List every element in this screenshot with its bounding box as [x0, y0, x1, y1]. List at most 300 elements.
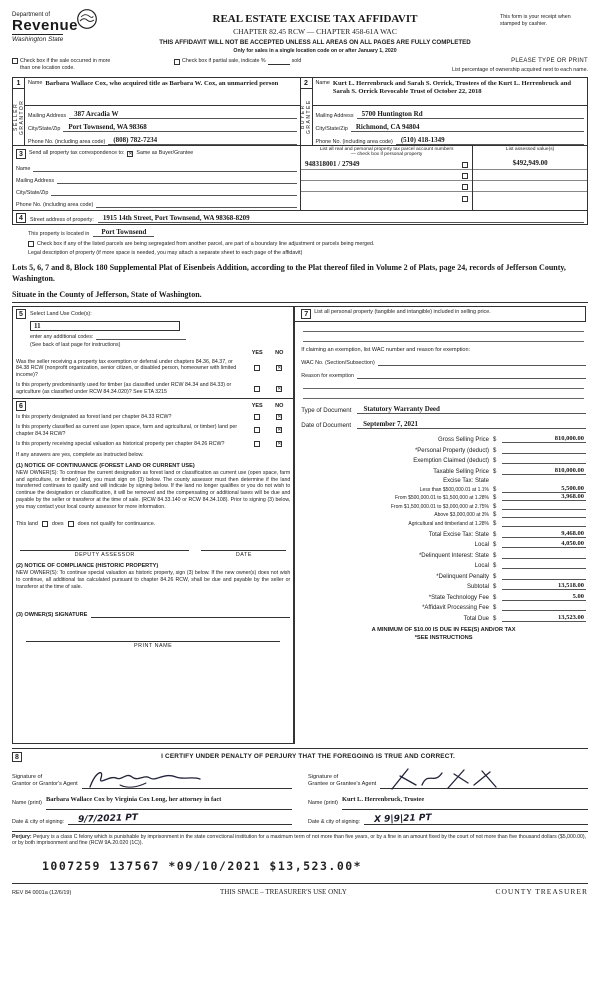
money-row-agricultural [301, 518, 586, 527]
money-value-field[interactable] [502, 551, 586, 559]
personal-property-header [295, 306, 586, 322]
notice-continuance-body: NEW OWNER(S): To continue the current designation as forest land or classification as current use (open space, farm and agriculture, or timber) land, you must sign on (3) below. The county assessor must then determine if the land transferred continues to qualify and will indicate by signing below. If the land no longer qualifies or you do not wish to continue the designation or classification, it will be removed and the compensating or additional taxes will be due and payable by the seller or transferor at the time of sale. (RCW 84.33.140 or RCW 84.34.108). Prior to signing (3) below, you may contact your local county assessor for more information. [16, 469, 291, 511]
personal-property-line-1[interactable] [303, 322, 584, 332]
money-label: *Delinquent Interest: State [418, 552, 489, 559]
money-label: From $500,000.01 to $1,500,000 at 1.28% [395, 495, 489, 502]
partial-sale-check [170, 58, 408, 65]
section-6-number: 6 [16, 401, 26, 411]
reason-row [301, 366, 586, 379]
money-row-exemption [301, 454, 586, 465]
buyer-section [300, 78, 588, 145]
grantee-signature-line[interactable] [380, 767, 588, 789]
grantee-print-name-field[interactable]: Kurt L. Herrenbruck, Trustee [342, 796, 588, 810]
legal-description-label: Legal description of property (if more space is needed, you may attach a separate sheet to each page of the affidavit) [28, 250, 303, 257]
money-row-delinquent-interest-state [301, 548, 586, 559]
form-header [12, 10, 588, 54]
dollar-sign: $ [493, 458, 497, 465]
perjury-statement [12, 831, 588, 848]
parcel-row-4 [301, 192, 472, 203]
correspondence-phone-row [16, 196, 297, 208]
notice-compliance-title: (2) NOTICE OF COMPLIANCE (HISTORIC PROPERTY) [16, 562, 159, 569]
s6-header [16, 401, 290, 411]
wac-label: WAC No. (Section/Subsection) [301, 359, 375, 366]
land-use-header [16, 309, 290, 319]
logo-dept-text: Department of [12, 12, 51, 18]
grantor-print-name-field[interactable]: Barbara Wallace Cox by Virginia Cox Long, her attorney in fact [46, 796, 292, 810]
seller-name-cell [25, 78, 300, 106]
does-not-label: does not qualify for continuance. [77, 520, 156, 527]
additional-codes-field[interactable] [96, 334, 186, 340]
money-label: Subtotal [466, 584, 489, 591]
doc-date-field[interactable]: September 7, 2021 [357, 420, 586, 429]
seller-city-field[interactable]: Port Townsend, WA 98368 [63, 123, 296, 132]
money-label: *Delinquent Penalty [436, 573, 489, 580]
grantor-name-block [12, 796, 292, 825]
print-name-date-row [12, 796, 588, 825]
personal-property-line-2[interactable] [303, 332, 584, 342]
s6-q3-no-checkbox[interactable]: ✕ [277, 440, 282, 447]
form-title: REAL ESTATE EXCISE TAX AFFIDAVIT [212, 13, 418, 25]
s6-q3-text: Is this property receiving special valuation as historical property per chapter 84.26 RCW? [16, 440, 225, 447]
signature-row [12, 767, 588, 789]
s6-q1-no-checkbox[interactable]: ✕ [277, 413, 282, 420]
assessed-column [472, 146, 587, 210]
grantor-date-field[interactable] [68, 814, 292, 825]
same-as-buyer-label: Same as Buyer/Grantee [136, 150, 194, 157]
left-column [12, 306, 294, 744]
s6-q1-text: Is this property designated as forest land per chapter 84.33 RCW? [16, 414, 172, 421]
buyer-mailing-label: Mailing Address [315, 112, 354, 119]
correspondence-city-row [16, 184, 297, 196]
s6-yes-header: YES [251, 402, 263, 409]
title-block [130, 10, 500, 54]
money-row-taxable [301, 464, 586, 475]
segregated-row [12, 241, 588, 248]
dollar-sign: $ [493, 605, 497, 612]
single-location-note: Only for sales in a single location code on or after January 1, 2020 [233, 48, 397, 54]
money-row-processing-fee [301, 601, 586, 612]
section-7-number: 7 [301, 309, 311, 319]
reason-line-2[interactable] [303, 389, 584, 399]
buyer-city-label: City/State/Zip [315, 125, 348, 132]
dollar-sign: $ [493, 447, 497, 454]
logo-state-text: Washington State [12, 35, 64, 43]
s6-yes-no-header [246, 403, 290, 409]
s5-q1-text: Was the seller receiving a property tax exemption or deferral under chapters 84.36, 84.37, or 84.38 RCW (nonprofit organization, senior citizen, or disabled person, homeowner with limited income)? [16, 358, 237, 379]
does-label: does [51, 520, 64, 527]
seller-phone-field[interactable]: (808) 782-7234 [108, 136, 296, 145]
section-5-number: 5 [16, 309, 26, 319]
ownership-note: List percentage of ownership acquired next to each name. [451, 67, 588, 73]
s5-question-1 [16, 359, 290, 380]
dollar-sign: $ [493, 573, 497, 580]
dollar-sign: $ [493, 531, 497, 538]
dollar-sign: $ [493, 521, 497, 528]
partial-sale-percent-field[interactable] [268, 59, 290, 65]
street-address-section [12, 211, 588, 225]
dollar-sign: $ [493, 594, 497, 601]
signature-of-label: Signature of [308, 774, 339, 781]
buyer-name-value[interactable]: Kurt L. Herrenbruck and Sarah S. Orrick, Trustees of the Kurt L. Herrenbruck and Sarah S. Orrick Revocable Trust of October 22, 2018 [332, 79, 572, 96]
buyer-name-label: Name [315, 79, 330, 86]
section-3-number: 3 [16, 149, 26, 159]
this-land-label: This land [16, 520, 38, 527]
excise-money-table [301, 433, 586, 622]
dollar-sign: $ [493, 542, 497, 549]
date-city-label: Date & city of signing: [308, 818, 361, 825]
send-correspondence-label: Send all property tax correspondence to: [29, 150, 125, 157]
buyer-phone-row [313, 132, 588, 145]
s6-q2-no-checkbox[interactable]: ✕ [277, 427, 282, 434]
form-warning: THIS AFFIDAVIT WILL NOT BE ACCEPTED UNLESS ALL AREAS ON ALL PAGES ARE FULLY COMPLETED [159, 39, 471, 46]
wac-row [301, 353, 586, 366]
property-located-row [12, 228, 588, 237]
see-instructions-note: *SEE INSTRUCTIONS [414, 634, 473, 641]
dor-seal-icon [76, 8, 98, 32]
money-row-total-local [301, 538, 586, 549]
located-field[interactable]: Port Townsend [93, 228, 154, 237]
dollar-sign: $ [493, 437, 497, 444]
doc-type-label: Type of Document [301, 406, 352, 414]
parties-section [12, 77, 588, 146]
print-name-label: PRINT NAME [134, 643, 173, 650]
parcel-header-line2: — check box if personal property [350, 152, 423, 158]
correspondence-city-field[interactable] [51, 187, 297, 196]
additional-codes-label: enter any additional codes: [30, 333, 94, 340]
parcel-row-3 [301, 181, 472, 192]
legal-description-value[interactable]: Lots 5, 6, 7 and 8, Block 180 Supplemental Plat of Eisenbeis Addition, according to the Plat thereof filed in Volume 2 of Plats, page 24, records of Jefferson County, Washington. [12, 263, 566, 284]
s6-q2-yes-checkbox[interactable] [254, 427, 260, 433]
s6-q3-yes-checkbox[interactable] [254, 441, 260, 447]
correspondence-phone-label: Phone No. (including area code) [16, 201, 94, 208]
money-value-field[interactable]: 810,000.00 [502, 467, 586, 475]
doc-date-label: Date of Document [301, 421, 352, 429]
money-label: Taxable Selling Price [433, 468, 489, 475]
seller-phone-label: Phone No. (including area code) [28, 138, 106, 145]
dollar-sign: $ [493, 495, 497, 502]
dollar-sign: $ [493, 552, 497, 559]
parcel-4-personal-checkbox[interactable] [462, 196, 468, 202]
certify-statement: I CERTIFY UNDER PENALTY OF PERJURY THAT THE FOREGOING IS TRUE AND CORRECT. [161, 753, 455, 761]
doc-date-row [301, 416, 586, 429]
county-treasurer-label: COUNTY TREASURER [495, 887, 588, 897]
section-4-number: 4 [16, 213, 26, 223]
buyer-phone-label: Phone No. (including area code) [315, 138, 393, 145]
parcel-row-2 [301, 170, 472, 181]
owner-signature-line[interactable] [91, 610, 290, 618]
s6-question-1 [16, 414, 290, 421]
street-address-label: Street address of property: [30, 216, 94, 223]
money-label: Above $3,000,000 at 3% [434, 512, 489, 519]
minimum-due-note: A MINIMUM OF $10.00 IS DUE IN FEE(S) AND/OR TAX [371, 626, 516, 633]
deputy-assessor-label: DEPUTY ASSESSOR [74, 551, 135, 558]
land-use-label: Select Land Use Code(s): [30, 310, 92, 317]
grantor-signature [86, 767, 206, 793]
excise-column [294, 306, 588, 744]
continuance-qualify-row [16, 521, 290, 527]
reason-line-1[interactable] [303, 379, 584, 389]
assessed-row-4[interactable] [473, 192, 587, 203]
correspondence-mailing-field[interactable] [57, 175, 297, 184]
buyer-mailing-field[interactable]: 5700 Huntington Rd [357, 110, 584, 119]
buyer-strip [301, 78, 313, 145]
assessed-row-2[interactable] [473, 170, 587, 181]
money-row-delinquent-penalty [301, 569, 586, 580]
money-label: *Personal Property (deduct) [414, 447, 489, 454]
reason-field[interactable] [357, 370, 586, 379]
money-row-personal [301, 443, 586, 454]
money-value-field[interactable] [502, 519, 586, 527]
money-value-field[interactable] [502, 510, 586, 518]
money-label: Agricultural and timberland at 1.28% [408, 521, 489, 528]
s6-q2-text: Is this property classified as current use (open space, farm and agricultural, or timber) land per chapter 84.34 RCW? [16, 423, 238, 437]
seller-section [13, 78, 300, 145]
dollar-sign: $ [493, 468, 497, 475]
additional-codes-row [30, 334, 290, 340]
dollar-sign: $ [493, 584, 497, 591]
section-2-number: 2 [301, 78, 312, 89]
correspondence-mailing-label: Mailing Address [16, 177, 55, 184]
print-name-line[interactable] [26, 634, 280, 642]
correspondence-section [12, 146, 588, 211]
multi-location-checkbox[interactable] [12, 58, 18, 64]
seller-phone-row [25, 132, 300, 145]
section-1-number: 1 [13, 78, 24, 89]
partial-sale-checkbox[interactable] [174, 59, 180, 65]
if-yes-note: If any answers are yes, complete as instructed below. [16, 451, 144, 458]
doc-type-row [301, 401, 586, 414]
s5-yes-no-header [16, 350, 290, 356]
dollar-sign: $ [493, 503, 497, 510]
seller-fields [25, 78, 300, 145]
buyer-city-row [313, 119, 588, 132]
please-type-note: PLEASE TYPE OR PRINT [511, 58, 588, 64]
correspondence-phone-field[interactable] [96, 199, 297, 208]
sold-label: sold [291, 58, 302, 64]
money-value-field[interactable]: 810,000.00 [502, 435, 586, 443]
money-value-field[interactable] [502, 572, 586, 580]
money-row-total-due [301, 611, 586, 622]
assessed-header: List assessed value(s) [505, 146, 555, 152]
grantee-date-handwriting: X 9|9|21 PT [373, 812, 432, 825]
seller-city-label: City/State/Zip [28, 125, 61, 132]
buyer-mailing-row [313, 106, 588, 119]
grantor-print-name-row [12, 796, 292, 810]
correspondence-name-row [16, 160, 297, 172]
money-row-total-state [301, 527, 586, 538]
seller-mailing-label: Mailing Address [28, 112, 67, 119]
money-row-tier1 [301, 484, 586, 493]
date-city-label: Date & city of signing: [12, 818, 65, 825]
located-label: This property is located in [28, 230, 90, 237]
money-value-field[interactable]: 5,500.00 [502, 485, 586, 493]
s5-q2-yes-checkbox[interactable] [254, 386, 260, 392]
doc-type-field[interactable]: Statutory Warranty Deed [357, 405, 586, 414]
section-8-number: 8 [12, 752, 22, 762]
money-row-delinquent-interest-local [301, 559, 586, 570]
same-as-buyer-checkbox[interactable]: ✕ [128, 150, 133, 157]
seller-name-label: Name [28, 79, 43, 86]
multi-location-label: Check box if the sale occurred in more than one location code. [20, 58, 111, 71]
perjury-label: Perjury: [12, 833, 32, 840]
money-value-field[interactable]: 13,518.00 [502, 582, 586, 590]
deputy-assessor-signature-line[interactable] [20, 543, 189, 551]
money-label: Less than $500,000.01 at 1.1% [419, 486, 489, 493]
s6-question-3 [16, 441, 290, 448]
notice-compliance-body: NEW OWNER(S): To continue special valuation as historic property, sign (3) below. If the new owner(s) does not wish to continue, all additional tax calculated pursuant to chapter 84.26 RCW, shall be due and payable by the seller or transferor at the time of sale. [16, 569, 291, 590]
money-value-field[interactable] [502, 603, 586, 611]
s6-no-header: NO [275, 402, 284, 409]
seller-mailing-field[interactable]: 387 Arcadia W [69, 110, 296, 119]
top-right-notes [408, 58, 588, 74]
s5-no-header: NO [275, 349, 284, 356]
certification-section [12, 748, 588, 825]
assessed-row-1 [473, 159, 587, 170]
money-label: From $1,500,000.01 to $3,000,000 at 2.75% [390, 503, 489, 510]
money-label: Total Due [463, 615, 489, 622]
parcel-2-personal-checkbox[interactable] [462, 173, 468, 179]
grantor-signature-line[interactable] [82, 767, 292, 789]
money-label: *Affidavit Processing Fee [422, 605, 489, 612]
money-row-tech-fee [301, 590, 586, 601]
deputy-date-label: DATE [235, 551, 252, 558]
dollar-sign: $ [493, 615, 497, 622]
land-use-code-value: 11 [34, 321, 41, 330]
seller-mailing-row [25, 106, 300, 119]
money-value-field[interactable] [502, 446, 586, 454]
parcel-1-personal-checkbox[interactable] [462, 162, 468, 168]
money-value-field[interactable] [502, 502, 586, 510]
s5-q2-no-checkbox[interactable]: ✕ [277, 385, 282, 392]
print-name-row [16, 634, 290, 649]
correspondence-name-label: Name [16, 165, 31, 172]
grantor-date-row [12, 814, 292, 825]
deputy-date-line[interactable] [201, 543, 286, 551]
dollar-sign: $ [493, 486, 497, 493]
assessed-value[interactable]: $492,949.00 [512, 158, 548, 167]
assessed-row-3[interactable] [473, 181, 587, 192]
money-label: Gross Selling Price [437, 437, 489, 444]
form-revision-number: REV 84 0001a (12/6/19) [12, 890, 72, 897]
see-back-note: (See back of last page for instructions) [30, 341, 121, 348]
money-value-field[interactable]: 5.00 [502, 593, 586, 601]
dollar-sign: $ [493, 563, 497, 570]
money-value-field[interactable] [502, 456, 586, 464]
s6-question-2 [16, 424, 290, 438]
land-does-checkbox[interactable] [42, 521, 48, 527]
personal-property-label: List all personal property (tangible and intangible) included in selling price. [314, 308, 491, 315]
notice-continuance-title: (1) NOTICE OF CONTINUANCE (FOREST LAND OR CURRENT USE) [16, 462, 195, 469]
buyer-fields [313, 78, 588, 145]
name-print-label: Name (print) [308, 799, 338, 806]
grantor-agent-label: Grantor or Grantor's Agent [12, 781, 78, 788]
deputy-assessor-row [16, 543, 290, 558]
dor-logo [12, 10, 130, 43]
land-use-code-field[interactable] [30, 321, 180, 331]
name-print-label: Name (print) [12, 799, 42, 806]
top-check-row [12, 58, 588, 74]
segregated-checkbox[interactable] [28, 241, 34, 247]
s6-q1-yes-checkbox[interactable] [254, 414, 260, 420]
grantee-name-block [308, 796, 588, 825]
correspondence-name-field[interactable] [33, 163, 297, 172]
buyer-phone-field[interactable]: (510) 418-1349 [396, 136, 584, 145]
money-value-field[interactable]: 3,968.00 [502, 493, 586, 501]
money-label: Exemption Claimed (deduct) [413, 458, 489, 465]
perjury-body: Perjury is a class C felony which is punishable by imprisonment in the state correctional institution for a maximum term of not more than five years, or by a fine in an amount fixed by the court of not more than five thousand dollars ($5,000.00), or by both imprisonment and fine (RCW 9A.20.020 (1C)). [12, 833, 587, 847]
deputy-date-col [201, 543, 286, 558]
parcel-3-personal-checkbox[interactable] [462, 184, 468, 190]
grantee-signature [384, 767, 504, 793]
grantee-signature-label [308, 774, 376, 789]
s5-yes-header: YES [251, 349, 263, 356]
s5-q1-yes-checkbox[interactable] [254, 365, 260, 371]
buyer-grantee-vertical-label: BUYER GRANTEE [300, 99, 312, 134]
grantor-signature-block [12, 767, 292, 789]
correspondence-header [16, 148, 297, 160]
buyer-city-field[interactable]: Richmond, CA 94804 [351, 123, 584, 132]
parcel-column-header [301, 146, 472, 159]
s5-question-2 [16, 382, 290, 396]
money-row-tier4 [301, 510, 586, 519]
exemption-note: If claiming an exemption, list WAC number and reason for exemption: [301, 346, 471, 353]
form-chapter: CHAPTER 82.45 RCW — CHAPTER 458-61A WAC [233, 27, 397, 36]
multi-location-check [12, 58, 170, 71]
middle-columns [12, 306, 588, 744]
wac-field[interactable] [378, 357, 586, 366]
dollar-sign: $ [493, 512, 497, 519]
logo-revenue-text: Revenue [12, 17, 79, 34]
land-does-not-checkbox[interactable] [68, 521, 74, 527]
s5-q2-text: Is this property predominantly used for timber (as classified under RCW 84.34 and 84.33) or agriculture (as classified under RCW 84.34.020)? See ETA 3215 [16, 382, 232, 396]
situate-line: Situate in the County of Jefferson, State of Washington. [12, 290, 588, 303]
money-row-tier3 [301, 501, 586, 510]
money-label: *State Technology Fee [428, 594, 489, 601]
grantee-agent-label: Grantee or Grantee's Agent [308, 781, 377, 788]
money-row-gross [301, 433, 586, 444]
grantee-signature-block [308, 767, 588, 789]
grantee-date-field[interactable] [364, 814, 588, 825]
receipt-note: This form is your receipt when stamped by cashier. [500, 14, 571, 27]
money-value-field[interactable]: 9,468.00 [502, 530, 586, 538]
money-value-field[interactable] [502, 561, 586, 569]
seller-name-value[interactable]: Barbara Wallace Cox, who acquired title as Barbara W. Cox, an unmarried person [45, 79, 279, 87]
grantor-date-handwriting: 9/7/2021 PT [77, 812, 139, 825]
owner-signature-row [16, 610, 290, 618]
seller-city-row [25, 119, 300, 132]
money-value-field[interactable]: 4,050.00 [502, 540, 586, 548]
treasurer-stamp: 1007259 137567 *09/10/2021 $13,523.00* [42, 859, 363, 874]
street-address-field[interactable]: 1915 14th Street, Port Townsend, WA 98368-8209 [98, 214, 584, 223]
seller-grantor-vertical-label: SELLER GRANTOR [12, 98, 25, 135]
treasurer-space-label: THIS SPACE – TREASURER'S USE ONLY [220, 888, 347, 897]
money-label: Local [474, 563, 489, 570]
parcel-number-value[interactable]: 948318001 / 27949 [305, 159, 360, 168]
buyer-name-cell [313, 78, 588, 106]
money-row-subtotal [301, 580, 586, 591]
owner-signature-label: (3) OWNER(S) SIGNATURE [16, 612, 88, 619]
deputy-assessor-col [20, 543, 189, 558]
segregated-label: Check box if any of the listed parcels are being segregated from another parcel, are part of a boundary line adjustment or parcels being merged. [37, 240, 375, 247]
money-value-field[interactable]: 13,523.00 [502, 614, 586, 622]
excise-tax-state-header: Excise Tax: State [443, 478, 489, 485]
parcel-column [300, 146, 472, 210]
parcel-row-1 [301, 159, 472, 170]
parcel-header-line1: List all real and personal property tax parcel account numbers [319, 146, 454, 152]
s5-q1-no-checkbox[interactable]: ✕ [277, 365, 282, 372]
signature-of-label: Signature of [12, 774, 43, 781]
money-label: Total Excise Tax: State [428, 531, 489, 538]
